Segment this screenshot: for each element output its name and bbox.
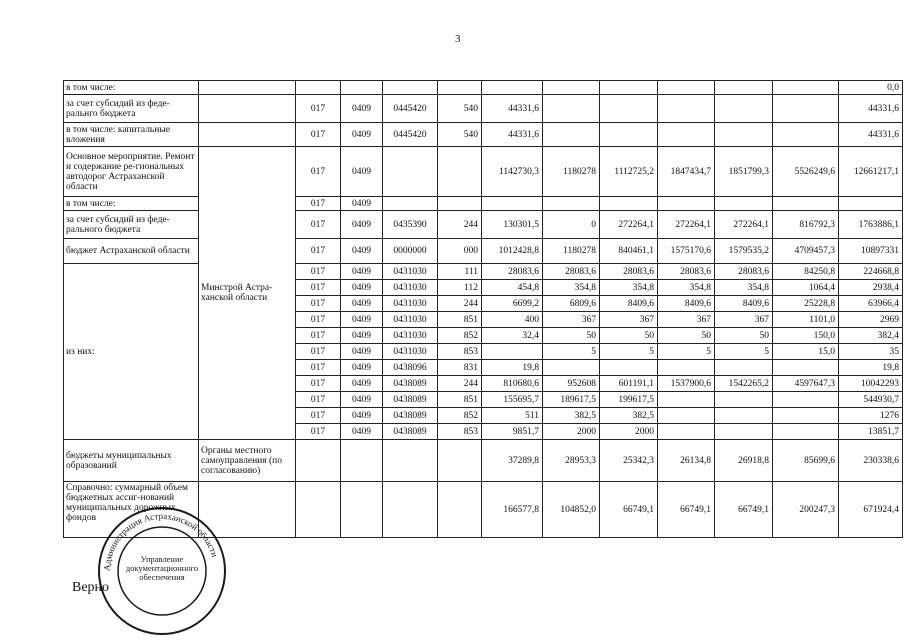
vr-cell: 852 — [438, 328, 482, 344]
total-cell: 19,8 — [839, 360, 903, 376]
value-cell: 28083,6 — [600, 264, 658, 280]
value-cell — [600, 360, 658, 376]
row-name: в том числе: капитальные вложения — [64, 123, 199, 147]
value-cell — [658, 360, 715, 376]
value-cell: 4709457,3 — [773, 239, 839, 264]
table-row — [64, 123, 903, 147]
budget-table — [63, 80, 903, 538]
table-row — [64, 211, 903, 239]
total-cell: 230338,6 — [839, 440, 903, 482]
value-cell: 272264,1 — [600, 211, 658, 239]
total-cell: 44331,6 — [839, 123, 903, 147]
value-cell — [658, 392, 715, 408]
value-cell: 1542265,2 — [715, 376, 773, 392]
value-cell: 1851799,3 — [715, 147, 773, 197]
value-cell: 26918,8 — [715, 440, 773, 482]
csr-cell: 0431030 — [383, 328, 438, 344]
value-cell: 5526249,6 — [773, 147, 839, 197]
csr-cell: 0445420 — [383, 123, 438, 147]
value-cell: 19,8 — [482, 360, 543, 376]
table-row — [64, 95, 903, 123]
row-name: Основное мероприятие. Ремонт и содержание ре-гиональных автодорог Астраханской области — [64, 147, 199, 197]
row-name: за счет субсидий из феде-рального бюджета — [64, 211, 199, 239]
table-row — [64, 440, 903, 482]
value-cell: 166577,8 — [482, 482, 543, 538]
value-cell: 354,8 — [658, 280, 715, 296]
table-row — [64, 239, 903, 264]
stamp-center-text: Управление документационного обеспечения — [125, 555, 199, 582]
total-cell: 1276 — [839, 408, 903, 424]
vr-cell: 831 — [438, 360, 482, 376]
total-cell: 544930,7 — [839, 392, 903, 408]
value-cell — [482, 344, 543, 360]
value-cell — [773, 424, 839, 440]
gr-cell: 017 — [296, 392, 341, 408]
rz-cell: 0409 — [341, 147, 383, 197]
value-cell: 1064,4 — [773, 280, 839, 296]
gr-cell: 017 — [296, 376, 341, 392]
value-cell: 28083,6 — [543, 264, 600, 280]
value-cell: 189617,5 — [543, 392, 600, 408]
row-name: бюджет Астраханской области — [64, 239, 199, 264]
value-cell: 1180278 — [543, 239, 600, 264]
value-cell: 44331,6 — [482, 123, 543, 147]
rz-cell: 0409 — [341, 376, 383, 392]
value-cell — [773, 392, 839, 408]
gr-cell: 017 — [296, 211, 341, 239]
gr-cell: 017 — [296, 408, 341, 424]
rz-cell: 0409 — [341, 360, 383, 376]
vr-cell: 540 — [438, 123, 482, 147]
value-cell: 155695,7 — [482, 392, 543, 408]
value-cell: 200247,3 — [773, 482, 839, 538]
vr-cell: 244 — [438, 211, 482, 239]
verno-text: Верно — [72, 580, 110, 595]
page-number: 3 — [455, 33, 461, 45]
vr-cell: 851 — [438, 392, 482, 408]
value-cell: 66749,1 — [600, 482, 658, 538]
value-cell: 601191,1 — [600, 376, 658, 392]
value-cell — [715, 360, 773, 376]
value-cell — [658, 424, 715, 440]
value-cell: 511 — [482, 408, 543, 424]
value-cell: 85699,6 — [773, 440, 839, 482]
vr-cell: 851 — [438, 312, 482, 328]
rz-cell: 0409 — [341, 123, 383, 147]
gr-cell: 017 — [296, 344, 341, 360]
csr-cell: 0438089 — [383, 376, 438, 392]
rz-cell: 0409 — [341, 264, 383, 280]
gr-cell: 017 — [296, 424, 341, 440]
value-cell — [773, 360, 839, 376]
value-cell: 354,8 — [715, 280, 773, 296]
value-cell: 1180278 — [543, 147, 600, 197]
value-cell: 1101,0 — [773, 312, 839, 328]
total-cell: 671924,4 — [839, 482, 903, 538]
gr-cell: 017 — [296, 264, 341, 280]
rz-cell: 0409 — [341, 408, 383, 424]
total-cell: 12661217,1 — [839, 147, 903, 197]
vr-cell: 244 — [438, 296, 482, 312]
value-cell: 6699,2 — [482, 296, 543, 312]
rz-cell: 0409 — [341, 312, 383, 328]
csr-cell: 0431030 — [383, 264, 438, 280]
value-cell: 32,4 — [482, 328, 543, 344]
value-cell: 1847434,7 — [658, 147, 715, 197]
stamp-ring-text: Администрация Астраханской области — [101, 510, 220, 572]
value-cell: 37289,8 — [482, 440, 543, 482]
vr-cell: 244 — [438, 376, 482, 392]
total-cell: 382,4 — [839, 328, 903, 344]
value-cell: 50 — [715, 328, 773, 344]
value-cell: 272264,1 — [658, 211, 715, 239]
value-cell: 50 — [600, 328, 658, 344]
gr-cell: 017 — [296, 147, 341, 197]
vr-cell: 112 — [438, 280, 482, 296]
value-cell: 840461,1 — [600, 239, 658, 264]
executor-cell: Минстрой Астра-ханской области — [199, 147, 296, 440]
value-cell: 4597647,3 — [773, 376, 839, 392]
rz-cell: 0409 — [341, 392, 383, 408]
csr-cell: 0431030 — [383, 344, 438, 360]
total-cell: 224668,8 — [839, 264, 903, 280]
value-cell: 816792,3 — [773, 211, 839, 239]
total-cell: 10042293 — [839, 376, 903, 392]
value-cell: 367 — [715, 312, 773, 328]
table-row — [64, 264, 903, 280]
row-name: Справочно: суммарный объем бюджетных ассиг-нований муниципальных дорожных фондов — [64, 482, 199, 538]
total-cell: 63966,4 — [839, 296, 903, 312]
value-cell: 367 — [600, 312, 658, 328]
official-stamp — [96, 505, 228, 637]
gr-cell: 017 — [296, 95, 341, 123]
value-cell: 5 — [600, 344, 658, 360]
gr-cell: 017 — [296, 360, 341, 376]
rz-cell: 0409 — [341, 296, 383, 312]
value-cell: 354,8 — [543, 280, 600, 296]
table-row — [64, 81, 903, 95]
total-cell: 13851,7 — [839, 424, 903, 440]
value-cell: 50 — [658, 328, 715, 344]
value-cell: 952608 — [543, 376, 600, 392]
value-cell — [773, 408, 839, 424]
value-cell: 25228,8 — [773, 296, 839, 312]
value-cell: 26134,8 — [658, 440, 715, 482]
vr-cell: 853 — [438, 424, 482, 440]
stamp-icon — [96, 505, 228, 637]
value-cell: 400 — [482, 312, 543, 328]
value-cell: 367 — [543, 312, 600, 328]
value-cell: 66749,1 — [715, 482, 773, 538]
rz-cell: 0409 — [341, 424, 383, 440]
value-cell: 44331,6 — [482, 95, 543, 123]
csr-cell: 0438089 — [383, 424, 438, 440]
vr-cell: 540 — [438, 95, 482, 123]
value-cell: 84250,8 — [773, 264, 839, 280]
csr-cell: 0445420 — [383, 95, 438, 123]
total-cell: 10897331 — [839, 239, 903, 264]
value-cell: 50 — [543, 328, 600, 344]
value-cell: 1142730,3 — [482, 147, 543, 197]
rz-cell: 0409 — [341, 197, 383, 211]
csr-cell: 0431030 — [383, 296, 438, 312]
value-cell: 1537900,6 — [658, 376, 715, 392]
value-cell: 150,0 — [773, 328, 839, 344]
rz-cell: 0409 — [341, 239, 383, 264]
row-name: за счет субсидий из феде-ральнго бюджета — [64, 95, 199, 123]
value-cell: 354,8 — [600, 280, 658, 296]
csr-cell: 0431030 — [383, 312, 438, 328]
total-cell: 2938,4 — [839, 280, 903, 296]
rz-cell: 0409 — [341, 328, 383, 344]
value-cell — [658, 408, 715, 424]
gr-cell: 017 — [296, 328, 341, 344]
total-cell: 2969 — [839, 312, 903, 328]
value-cell: 9851,7 — [482, 424, 543, 440]
csr-cell: 0438089 — [383, 408, 438, 424]
iz-nikh-label: из них: — [64, 264, 199, 440]
rz-cell: 0409 — [341, 95, 383, 123]
value-cell — [715, 408, 773, 424]
value-cell: 28083,6 — [482, 264, 543, 280]
gr-cell: 017 — [296, 312, 341, 328]
value-cell: 8409,6 — [715, 296, 773, 312]
value-cell: 5 — [715, 344, 773, 360]
value-cell: 1112725,2 — [600, 147, 658, 197]
gr-cell: 017 — [296, 296, 341, 312]
value-cell: 2000 — [600, 424, 658, 440]
csr-cell: 0431030 — [383, 280, 438, 296]
row-name: в том числе: — [64, 81, 199, 95]
rz-cell: 0409 — [341, 344, 383, 360]
csr-cell: 0438089 — [383, 392, 438, 408]
total-cell: 0,0 — [839, 81, 903, 95]
value-cell: 1012428,8 — [482, 239, 543, 264]
row-name: в том числе: — [64, 197, 199, 211]
value-cell: 199617,5 — [600, 392, 658, 408]
value-cell: 8409,6 — [658, 296, 715, 312]
value-cell: 25342,3 — [600, 440, 658, 482]
vr-cell: 000 — [438, 239, 482, 264]
total-cell: 35 — [839, 344, 903, 360]
value-cell: 8409,6 — [600, 296, 658, 312]
total-cell: 1763886,1 — [839, 211, 903, 239]
value-cell: 28083,6 — [715, 264, 773, 280]
value-cell: 272264,1 — [715, 211, 773, 239]
csr-cell: 0000000 — [383, 239, 438, 264]
gr-cell: 017 — [296, 123, 341, 147]
total-cell: 44331,6 — [839, 95, 903, 123]
gr-cell: 017 — [296, 280, 341, 296]
value-cell: 130301,5 — [482, 211, 543, 239]
value-cell: 454,8 — [482, 280, 543, 296]
rz-cell: 0409 — [341, 280, 383, 296]
value-cell: 382,5 — [600, 408, 658, 424]
csr-cell: 0438096 — [383, 360, 438, 376]
table-row — [64, 197, 903, 211]
vr-cell: 853 — [438, 344, 482, 360]
value-cell — [715, 392, 773, 408]
row-name: бюджеты муниципальных образований — [64, 440, 199, 482]
vr-cell: 111 — [438, 264, 482, 280]
value-cell: 367 — [658, 312, 715, 328]
vr-cell: 852 — [438, 408, 482, 424]
value-cell: 104852,0 — [543, 482, 600, 538]
gr-cell: 017 — [296, 197, 341, 211]
value-cell: 28083,6 — [658, 264, 715, 280]
executor-cell: Органы местного самоуправления (по согласованию) — [199, 440, 296, 482]
gr-cell: 017 — [296, 239, 341, 264]
value-cell: 66749,1 — [658, 482, 715, 538]
value-cell: 0 — [543, 211, 600, 239]
value-cell: 5 — [658, 344, 715, 360]
value-cell: 28953,3 — [543, 440, 600, 482]
value-cell: 5 — [543, 344, 600, 360]
value-cell: 1575170,6 — [658, 239, 715, 264]
value-cell: 15,0 — [773, 344, 839, 360]
value-cell: 1579535,2 — [715, 239, 773, 264]
table-row — [64, 147, 903, 197]
value-cell — [715, 424, 773, 440]
value-cell: 2000 — [543, 424, 600, 440]
value-cell — [543, 360, 600, 376]
rz-cell: 0409 — [341, 211, 383, 239]
value-cell: 6809,6 — [543, 296, 600, 312]
value-cell: 382,5 — [543, 408, 600, 424]
value-cell: 810680,6 — [482, 376, 543, 392]
csr-cell: 0435390 — [383, 211, 438, 239]
